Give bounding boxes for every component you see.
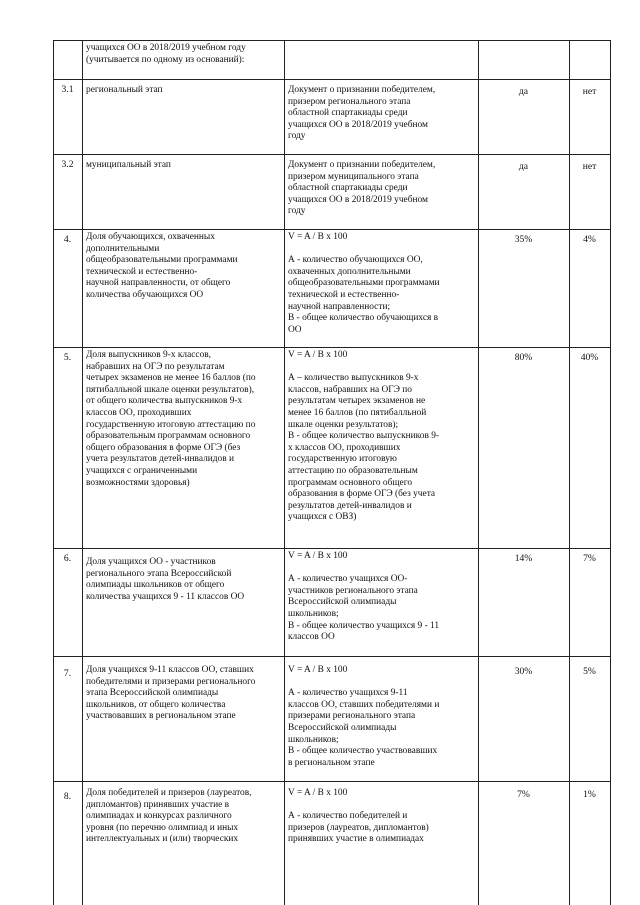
value-column-1: 30% — [514, 666, 533, 677]
calculation-method: Документ о признании победителем, призером муниципального этапа областной спартакиады среди учащихся ОО в 2018/2019 учебном году — [288, 160, 436, 217]
row-number: 6. — [63, 553, 72, 564]
value-column-2: нет — [582, 161, 597, 172]
indicator-name: региональный этап — [86, 85, 163, 95]
table-row — [53, 79, 610, 154]
table-row — [53, 548, 610, 656]
indicator-name: муниципальный этап — [86, 160, 171, 170]
row-number: 4. — [63, 234, 72, 245]
indicator-name: Доля учащихся ОО - участников регионального этапа Всероссийской олимпиады школьников от общего количества учащихся 9 - 11 классов ОО — [86, 557, 245, 602]
value-column-2: 40% — [580, 352, 599, 363]
indicator-name: Доля обучающихся, охваченных дополнительными общеобразовательными программами технической и естественно- научной направленности, от общего количества обучающихся ОО — [86, 232, 238, 300]
indicator-name: учащихся ОО в 2018/2019 учебном году (учитывается по одному из оснований): — [86, 43, 246, 65]
row-number: 8. — [63, 791, 72, 802]
calculation-method: V = A / B x 100 А – количество выпускников 9-х классов, набравших на ОГЭ по результатам четырех экзаменов не менее 16 баллов (по пятибалльной шкале оценки результатов); В - общее количество выпускников 9- х классов ОО, проходивших государственную итоговую аттестацию по образовательным программам основного общего образования в форме ОГЭ (без учета результатов детей-инвалидов и учащихся с ОВЗ) — [288, 350, 440, 523]
table-row — [53, 154, 610, 229]
value-column-1: да — [518, 86, 529, 97]
row-number: 3.2 — [61, 159, 74, 170]
row-number — [53, 40, 82, 79]
calculation-method: V = A / B x 100 А - количество учащихся ОО- участников регионального этапа Всероссийской олимпиады школьников; В - общее количество учащихся 9 - 11 классов ОО — [288, 551, 440, 643]
calculation-method: V = A / B x 100 А - количество победителей и призеров (лауреатов, дипломантов) принявших участие в олимпиадах — [288, 788, 429, 845]
value-column-2: 5% — [583, 666, 596, 677]
value-column-1: 14% — [514, 553, 533, 564]
table-row — [53, 781, 610, 905]
row-number: 5. — [63, 352, 72, 363]
value-column-2: 4% — [583, 234, 596, 245]
table-row — [53, 347, 610, 548]
table-row — [53, 40, 610, 79]
indicator-name: Доля учащихся 9-11 классов ОО, ставших победителями и призерами регионального этапа Всероссийской олимпиады школьников, от общего количества участвовавших в региональном этапе — [86, 665, 256, 722]
value-column-1: 7% — [517, 789, 530, 800]
indicator-name: Доля выпускников 9-х классов, набравших на ОГЭ по результатам четырех экзаменов не менее 16 баллов (по пятибалльной шкале оценки результатов), от общего количества выпускников 9-х классов ОО, проходивших государственную итоговую аттестацию по образовательным программам основного общего образования в форме ОГЭ (без учета результатов детей-инвалидов и учащихся с ограниченными возможностями здоровья) — [86, 350, 256, 488]
calculation-method: Документ о признании победителем, призером регионального этапа областной спартакиады среди учащихся ОО в 2018/2019 учебном году — [288, 85, 436, 142]
row-number: 7. — [63, 668, 72, 679]
value-column-1 — [478, 40, 569, 79]
value-column-2: 1% — [583, 789, 596, 800]
value-column-1: да — [518, 161, 529, 172]
calculation-method — [284, 40, 478, 79]
table-row — [53, 229, 610, 347]
row-number: 3.1 — [61, 84, 74, 95]
value-column-1: 80% — [514, 352, 533, 363]
table-row — [53, 656, 610, 781]
indicator-name: Доля победителей и призеров (лауреатов, дипломантов) принявших участие в олимпиадах и конкурсах различного уровня (по перечню олимпиад и иных интеллектуальных и (или) творческих — [86, 788, 252, 845]
calculation-method: V = A / B x 100 А - количество учащихся 9-11 классов ОО, ставших победителями и призерами регионального этапа Всероссийской олимпиады школьников; В - общее количество участвовавших в региональном этапе — [288, 665, 440, 768]
value-column-2: 7% — [583, 553, 596, 564]
value-column-1: 35% — [514, 234, 533, 245]
value-column-2 — [569, 40, 610, 79]
calculation-method: V = A / B x 100 А - количество обучающихся ОО, охваченных дополнительными общеобразовательными программами технической и естественно- научной направленности; В - общее количество обучающихся в ОО — [288, 232, 440, 335]
table-rule — [610, 40, 611, 905]
value-column-2: нет — [582, 86, 597, 97]
